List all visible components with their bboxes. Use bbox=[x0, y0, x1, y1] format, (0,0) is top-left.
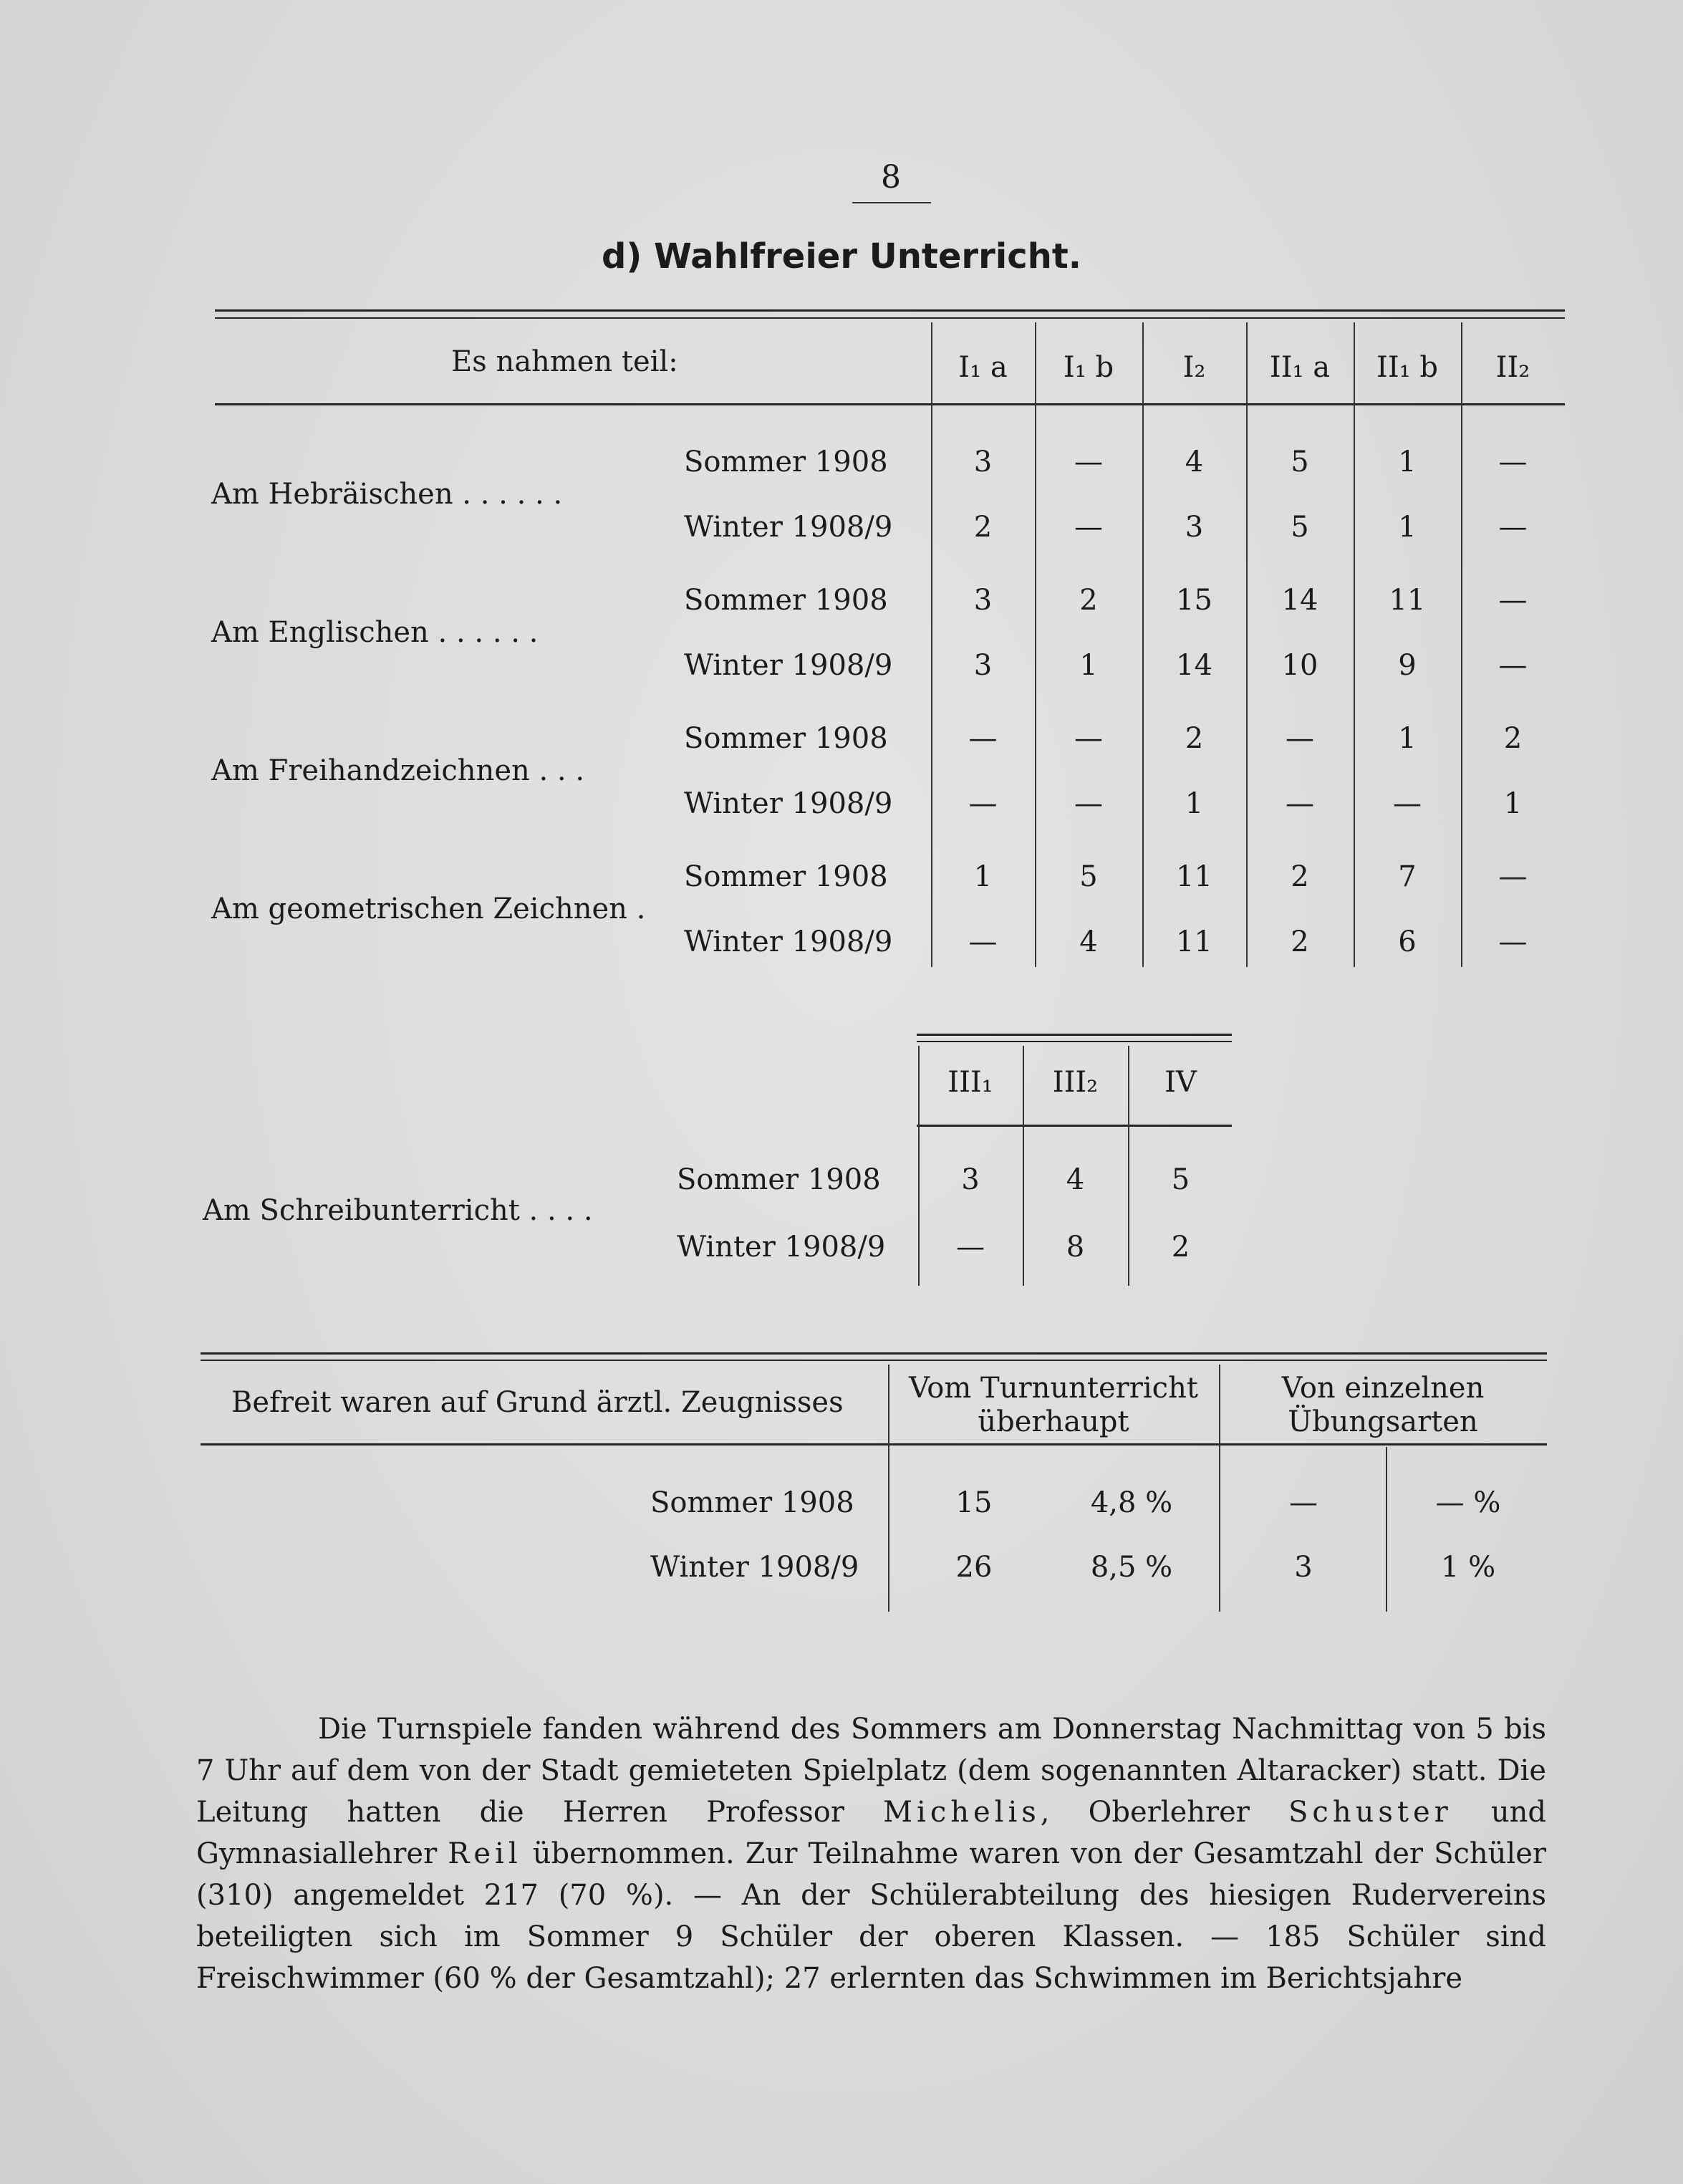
table1-cell: 2 bbox=[1291, 860, 1309, 893]
table1-column-header: II₁ b bbox=[1376, 351, 1438, 384]
table1-cell: 11 bbox=[1176, 860, 1212, 893]
paragraph-text-3: und Gymnasiallehrer bbox=[196, 1796, 1546, 1870]
table3-col1-header-line2: überhaupt bbox=[978, 1405, 1129, 1438]
table3-col1-header-line1: Vom Turnunterricht bbox=[909, 1372, 1198, 1405]
table1-cell: 1 bbox=[1398, 446, 1417, 478]
paragraph-text-1: Die Turnspiele fanden während des Sommers am Donnerstag Nachmittag von 5 bis 7 Uhr auf dem von der Stadt gemieteten Spielplatz (dem sogenannten Altaracker) statt. Die Leitung hatten die Herren Professor bbox=[196, 1713, 1546, 1829]
name-schuster: Schuster bbox=[1288, 1796, 1452, 1829]
table1-cell: 9 bbox=[1398, 649, 1417, 682]
table1-cell: 1 bbox=[1398, 722, 1417, 755]
table2-top-rule-2 bbox=[917, 1041, 1232, 1042]
table1-cell: — bbox=[1074, 446, 1103, 478]
table1-cell: 2 bbox=[973, 511, 993, 544]
table3-cell: 26 bbox=[955, 1551, 993, 1584]
table1-cell: 3 bbox=[973, 649, 993, 682]
name-reil: Reil bbox=[448, 1837, 522, 1870]
table1-cell: 15 bbox=[1176, 584, 1212, 617]
table3-cell: 15 bbox=[955, 1486, 993, 1519]
table1-cell: 4 bbox=[1185, 446, 1204, 478]
paragraph-text-4: übernommen. Zur Teilnahme waren von der Gesamtzahl der Schüler (310) angemeldet 217 (70 %). — An der Schülerabteilung des hiesigen Rudervereins beteiligten sich im Sommer 9 Schüler der oberen Klassen. — 185 Schüler sind Freischwimmer (60 % der Gesamtzahl); 27 erlernten das Schwimmen im Berichtsjahre bbox=[196, 1837, 1547, 1995]
table1-term-label: Winter 1908/9 bbox=[684, 787, 893, 820]
table1-cell: 10 bbox=[1281, 649, 1318, 682]
table1-cell: — bbox=[1498, 860, 1528, 893]
table1-cell: — bbox=[1074, 511, 1103, 544]
table1-cell: — bbox=[968, 787, 998, 820]
table1-cell: 2 bbox=[1079, 584, 1098, 617]
table2-cell: 4 bbox=[1066, 1163, 1085, 1196]
table1-cell: 11 bbox=[1389, 584, 1426, 617]
table1-term-label: Winter 1908/9 bbox=[684, 511, 893, 544]
table1-cell: 1 bbox=[1398, 511, 1417, 544]
table3-cell: 4,8 % bbox=[1090, 1486, 1173, 1519]
table1-cell: 5 bbox=[1291, 446, 1309, 478]
table1-column-header: I₂ bbox=[1182, 351, 1206, 384]
table1-cell: — bbox=[1074, 722, 1103, 755]
table3-term-label: Sommer 1908 bbox=[650, 1486, 854, 1519]
table3-column-divider bbox=[1386, 1447, 1387, 1612]
table1-cell: 1 bbox=[973, 860, 993, 893]
table3-col2-header-line1: Von einzelnen bbox=[1281, 1372, 1485, 1405]
table1-top-rule bbox=[215, 309, 1565, 312]
table2-column-header: III₁ bbox=[947, 1066, 993, 1099]
page-number-rule bbox=[852, 202, 931, 203]
table1-subject-label: Am geometrischen Zeichnen . bbox=[211, 893, 646, 925]
section-heading: d) Wahlfreier Unterricht. bbox=[601, 236, 1081, 276]
table1-cell: 7 bbox=[1398, 860, 1417, 893]
table1-cell: — bbox=[1286, 722, 1314, 755]
table1-cell: 3 bbox=[973, 584, 993, 617]
table3-cell: 8,5 % bbox=[1090, 1551, 1173, 1584]
table1-term-label: Sommer 1908 bbox=[684, 446, 888, 478]
table1-cell: 6 bbox=[1398, 925, 1417, 958]
name-michelis: Michelis bbox=[883, 1796, 1041, 1829]
table1-header-label: Es nahmen teil: bbox=[451, 345, 678, 378]
table1-cell: — bbox=[968, 925, 998, 958]
table1-column-header: II₁ a bbox=[1269, 351, 1331, 384]
table2-cell: — bbox=[956, 1231, 985, 1264]
table1-cell: — bbox=[968, 722, 998, 755]
table3-header-rule bbox=[201, 1443, 1547, 1445]
table1-cell: 14 bbox=[1176, 649, 1212, 682]
table1-cell: 3 bbox=[1185, 511, 1204, 544]
table2-column-header: III₂ bbox=[1052, 1066, 1099, 1099]
table1-cell: 1 bbox=[1185, 787, 1204, 820]
table2-term-label: Sommer 1908 bbox=[677, 1163, 881, 1196]
table1-subject-label: Am Hebräischen . . . . . . bbox=[211, 478, 563, 511]
table2-cell: 2 bbox=[1171, 1231, 1190, 1264]
table1-cell: 2 bbox=[1503, 722, 1523, 755]
table1-cell: — bbox=[1498, 584, 1528, 617]
page-number: 8 bbox=[881, 159, 901, 196]
table1-cell: 5 bbox=[1079, 860, 1098, 893]
table1-cell: 4 bbox=[1079, 925, 1098, 958]
table1-term-label: Winter 1908/9 bbox=[684, 649, 893, 682]
table1-cell: — bbox=[1286, 787, 1314, 820]
table1-cell: — bbox=[1498, 446, 1528, 478]
table1-cell: 3 bbox=[973, 446, 993, 478]
table1-cell: — bbox=[1498, 925, 1528, 958]
table1-cell: 1 bbox=[1503, 787, 1523, 820]
table1-cell: — bbox=[1074, 787, 1103, 820]
table1-subject-label: Am Freihandzeichnen . . . bbox=[211, 754, 585, 787]
table3-col2-header-line2: Übungsarten bbox=[1288, 1405, 1478, 1438]
table3-header-label: Befreit waren auf Grund ärztl. Zeugnisses bbox=[231, 1386, 844, 1419]
table2-header-rule bbox=[917, 1125, 1232, 1127]
table1-cell: — bbox=[1498, 649, 1528, 682]
table1-cell: — bbox=[1498, 511, 1528, 544]
table1-cell: 2 bbox=[1291, 925, 1309, 958]
table3-cell: 1 % bbox=[1440, 1551, 1496, 1584]
table1-term-label: Sommer 1908 bbox=[684, 584, 888, 617]
table2-top-rule bbox=[917, 1034, 1232, 1036]
table2-cell: 3 bbox=[961, 1163, 980, 1196]
table2-cell: 5 bbox=[1171, 1163, 1190, 1196]
table1-term-label: Winter 1908/9 bbox=[684, 925, 893, 958]
table2-column-header: IV bbox=[1164, 1066, 1197, 1099]
table1-cell: — bbox=[1393, 787, 1422, 820]
table1-column-header: I₁ a bbox=[958, 351, 1008, 384]
table2-subject-label: Am Schreibunterricht . . . . bbox=[203, 1194, 593, 1227]
table1-term-label: Sommer 1908 bbox=[684, 860, 888, 893]
table3-top-rule bbox=[201, 1352, 1547, 1355]
body-paragraph bbox=[196, 1708, 1546, 1999]
table1-term-label: Sommer 1908 bbox=[684, 722, 888, 755]
table1-cell: 11 bbox=[1176, 925, 1212, 958]
table2-term-label: Winter 1908/9 bbox=[677, 1231, 886, 1264]
table3-top-rule-2 bbox=[201, 1360, 1547, 1361]
table1-header-rule bbox=[215, 403, 1565, 405]
table3-term-label: Winter 1908/9 bbox=[650, 1551, 859, 1584]
table3-cell: — % bbox=[1435, 1486, 1501, 1519]
table2-cell: 8 bbox=[1066, 1231, 1085, 1264]
paragraph-text-2: , Oberlehrer bbox=[1040, 1796, 1289, 1829]
table1-column-header: I₁ b bbox=[1063, 351, 1114, 384]
table1-cell: 5 bbox=[1291, 511, 1309, 544]
table1-cell: 14 bbox=[1281, 584, 1318, 617]
table3-cell: — bbox=[1289, 1486, 1318, 1519]
table1-cell: 1 bbox=[1079, 649, 1098, 682]
table1-subject-label: Am Englischen . . . . . . bbox=[211, 616, 539, 649]
table1-column-header: II₂ bbox=[1495, 351, 1530, 384]
table1-cell: 2 bbox=[1185, 722, 1204, 755]
table1-top-rule-2 bbox=[215, 317, 1565, 319]
table3-cell: 3 bbox=[1294, 1551, 1313, 1584]
